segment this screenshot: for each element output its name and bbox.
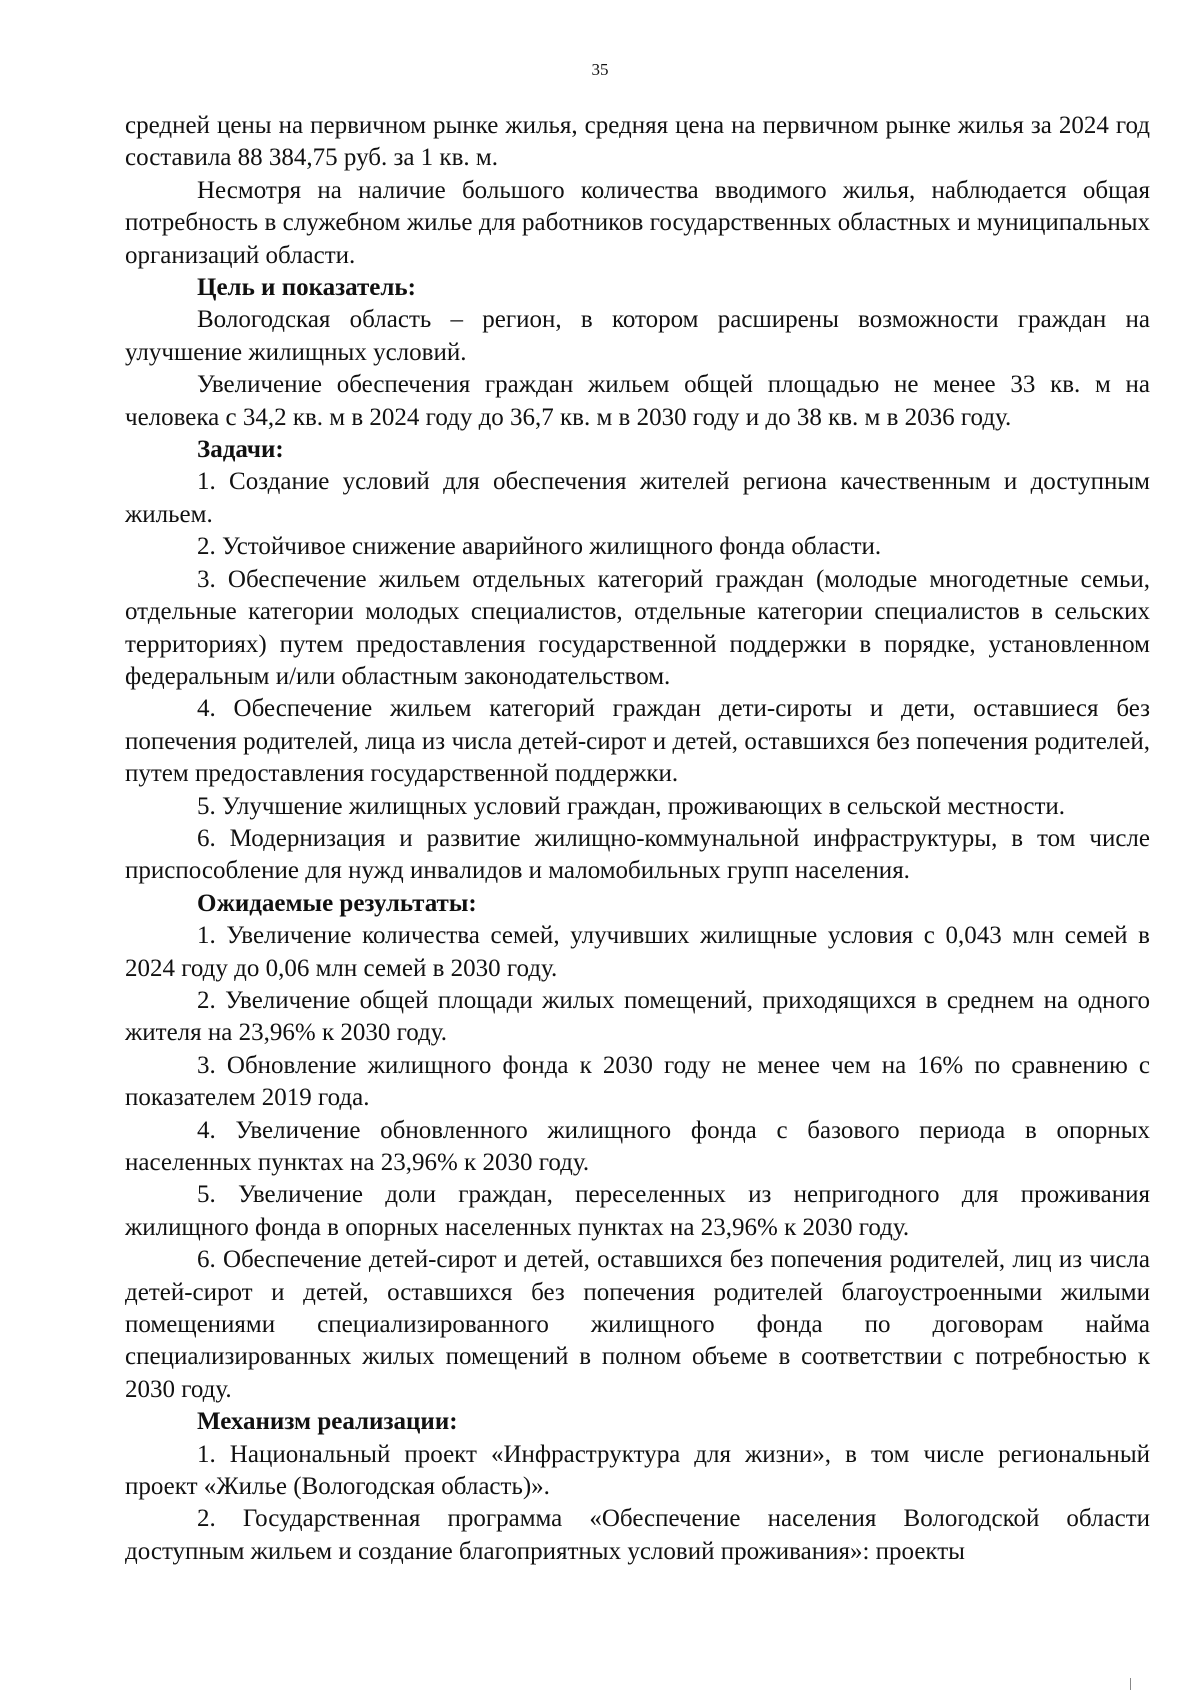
body-paragraph: 2. Государственная программа «Обеспечение населения Вологодской области доступным жильем и создание благоприятных условий проживания»: проекты xyxy=(125,1505,1150,1565)
body-paragraph: 5. Увеличение доли граждан, переселенных из непригодного для проживания жилищного фонда в опорных населенных пунктах на 23,96% к 2030 году. xyxy=(125,1181,1150,1241)
body-paragraph: 2. Устойчивое снижение аварийного жилищного фонда области. xyxy=(197,533,882,561)
body-paragraph: Увеличение обеспечения граждан жильем общей площадью не менее 33 кв. м на человека с 34,2 кв. м в 2024 году до 36,7 кв. м в 2030 году и до 38 кв. м в 2036 году. xyxy=(125,371,1150,431)
continued-paragraph: средней цены на первичном рынке жилья, средняя цена на первичном рынке жилья за 2024 год составила 88 384,75 руб. за 1 кв. м. xyxy=(125,112,1150,172)
section-heading: Ожидаемые результаты: xyxy=(197,889,477,917)
body-paragraph: 4. Обеспечение жильем категорий граждан дети-сироты и дети, оставшиеся без попечения родителей, лица из числа детей-сирот и детей, оставшихся без попечения родителей, путем предоставления государственной поддержки. xyxy=(125,695,1150,788)
body-paragraph: 1. Создание условий для обеспечения жителей региона качественным и доступным жильем. xyxy=(125,468,1150,528)
body-paragraph: Вологодская область – регион, в котором расширены возможности граждан на улучшение жилищных условий. xyxy=(125,306,1150,366)
body-paragraph: 1. Увеличение количества семей, улучивших жилищные условия с 0,043 млн семей в 2024 году до 0,06 млн семей в 2030 году. xyxy=(125,922,1150,982)
body-paragraph: Несмотря на наличие большого количества вводимого жилья, наблюдается общая потребность в служебном жилье для работников государственных областных и муниципальных организаций области. xyxy=(125,176,1150,269)
page-number: 35 xyxy=(591,60,609,79)
section-heading: Задачи: xyxy=(197,436,284,464)
body-paragraph: 3. Обновление жилищного фонда к 2030 году не менее чем на 16% по сравнению с показателем 2019 года. xyxy=(125,1051,1150,1112)
body-paragraph: 6. Модернизация и развитие жилищно-коммунальной инфраструктуры, в том числе приспособление для нужд инвалидов и маломобильных групп населения. xyxy=(125,824,1150,885)
scan-edge-mark xyxy=(1130,1678,1131,1690)
body-paragraph: 2. Увеличение общей площади жилых помещений, приходящихся в среднем на одного жителя на 23,96% к 2030 году. xyxy=(125,986,1150,1047)
body-paragraph: 4. Увеличение обновленного жилищного фонда с базового периода в опорных населенных пунктах на 23,96% к 2030 году. xyxy=(125,1116,1150,1176)
section-heading: Цель и показатель: xyxy=(197,274,416,302)
body-paragraph: 3. Обеспечение жильем отдельных категорий граждан (молодые многодетные семьи, отдельные категории молодых специалистов, отдельные категории специалистов в сельских территориях) путем предоставления государственной поддержки в порядке, установленном федеральным и/или областным законодательством. xyxy=(125,565,1150,690)
section-heading: Механизм реализации: xyxy=(197,1408,458,1436)
body-paragraph: 1. Национальный проект «Инфраструктура для жизни», в том числе региональный проект «Жилье (Вологодская область)». xyxy=(125,1440,1150,1501)
document-body xyxy=(125,110,1150,1568)
body-paragraph: 5. Улучшение жилищных условий граждан, проживающих в сельской местности. xyxy=(197,792,1066,820)
body-paragraph: 6. Обеспечение детей-сирот и детей, оставшихся без попечения родителей, лиц из числа детей-сирот и детей, оставшихся без попечения родителей благоустроенными жилыми помещениями специализированного жилищного фонда по договорам найма специализированных жилых помещений в полном объеме в соответствии с потребностью к 2030 году. xyxy=(125,1246,1150,1403)
